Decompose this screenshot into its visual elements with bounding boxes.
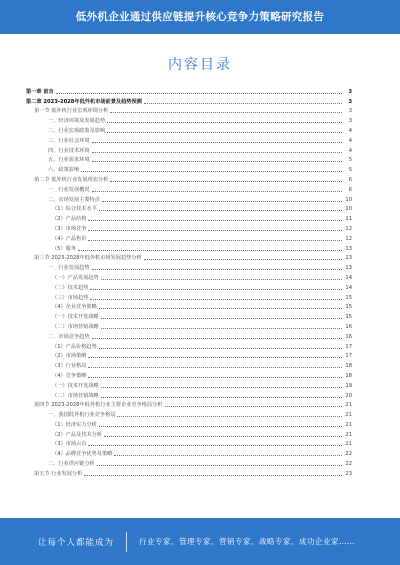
- toc-entry[interactable]: [26, 86, 352, 96]
- toc-entry[interactable]: [26, 390, 352, 400]
- toc-entry[interactable]: [26, 272, 352, 282]
- toc-leader-dots: [92, 161, 342, 162]
- toc-entry-page: 3: [348, 98, 352, 105]
- toc-leader-dots: [117, 416, 342, 417]
- toc-entry[interactable]: [26, 439, 352, 449]
- toc-entry-page: 5: [348, 157, 352, 164]
- toc-entry-label: 二、市场竞争趋势: [48, 333, 90, 340]
- toc-entry-page: 21: [345, 402, 352, 409]
- toc-entry-label: （一）技术开发战略: [52, 314, 99, 321]
- toc-entry-label: 一、经济环境及发展趋势: [48, 118, 106, 125]
- toc-entry-page: 21: [345, 421, 352, 428]
- toc-entry[interactable]: [26, 96, 352, 106]
- toc-leader-dots: [88, 367, 342, 368]
- toc-entry[interactable]: [26, 331, 352, 341]
- toc-entry-label: 第四节 2023-2028年低外机行业主要企业竞争格局分析: [34, 402, 163, 409]
- toc-entry-label: 第二节 低外机行业发展现状分析: [34, 176, 109, 183]
- toc-entry[interactable]: [26, 253, 352, 263]
- toc-leader-dots: [92, 152, 342, 153]
- toc-entry[interactable]: [26, 145, 352, 155]
- toc-leader-dots: [144, 103, 342, 104]
- toc-entry-label: （3）行业格局: [52, 363, 87, 370]
- toc-entry-page: 13: [345, 265, 352, 272]
- toc-entry[interactable]: [26, 106, 352, 116]
- toc-entry-label: 二、市场发展主要特点: [48, 196, 100, 203]
- toc-entry-label: （4）品牌竞争优势及策略: [52, 451, 113, 458]
- toc-entry-label: （2）市场策略: [52, 353, 87, 360]
- toc-entry-label: （4）产品售价: [52, 235, 87, 242]
- toc-leader-dots: [102, 201, 342, 202]
- toc-leader-dots: [101, 318, 342, 319]
- toc-leader-dots: [107, 132, 342, 133]
- toc-entry-label: （2）产品结构: [52, 216, 87, 223]
- toc-entry-page: 3: [348, 108, 352, 115]
- footer-slogan: 让每个人都能成为: [38, 537, 115, 548]
- toc-entry[interactable]: [26, 400, 352, 410]
- table-of-contents: [26, 86, 352, 498]
- toc-entry-page: 17: [345, 343, 352, 350]
- toc-leader-dots: [101, 397, 342, 398]
- toc-entry-label: 二、行业宏观政策及影响: [48, 127, 106, 134]
- toc-leader-dots: [92, 338, 342, 339]
- toc-leader-dots: [104, 436, 342, 437]
- toc-leader-dots: [165, 406, 343, 407]
- toc-entry-label: （3）市场竞争: [52, 225, 87, 232]
- toc-leader-dots: [101, 279, 342, 280]
- toc-leader-dots: [90, 299, 342, 300]
- toc-entry[interactable]: [26, 282, 352, 292]
- toc-leader-dots: [97, 465, 342, 466]
- toc-leader-dots: [78, 250, 342, 251]
- toc-entry-label: 一、行业发展概况: [48, 186, 90, 193]
- toc-entry[interactable]: [26, 341, 352, 351]
- toc-entry-label: 第三节 2023-2028年低外机市场发展趋势分析: [34, 255, 142, 262]
- toc-leader-dots: [99, 308, 342, 309]
- toc-entry-page: 14: [345, 274, 352, 281]
- toc-entry[interactable]: [26, 302, 352, 312]
- toc-leader-dots: [110, 181, 342, 182]
- toc-heading: 内容目录: [168, 57, 232, 73]
- toc-entry-label: （二）市场营销战略: [52, 323, 99, 330]
- toc-leader-dots: [88, 357, 342, 358]
- toc-leader-dots: [101, 328, 342, 329]
- toc-leader-dots: [99, 210, 342, 211]
- toc-entry-page: 12: [345, 225, 352, 232]
- toc-leader-dots: [144, 259, 342, 260]
- toc-leader-dots: [81, 171, 342, 172]
- toc-entry-label: 二、行业供应链分析: [48, 461, 95, 468]
- toc-leader-dots: [88, 220, 342, 221]
- toc-entry-label: 四、行业技术环境: [48, 147, 90, 154]
- toc-entry-label: 三、行业社会环境: [48, 137, 90, 144]
- toc-leader-dots: [88, 445, 342, 446]
- toc-entry[interactable]: [26, 351, 352, 361]
- toc-entry[interactable]: [26, 184, 352, 194]
- toc-leader-dots: [88, 240, 342, 241]
- toc-entry[interactable]: [26, 370, 352, 380]
- toc-entry[interactable]: [26, 311, 352, 321]
- toc-entry[interactable]: [26, 419, 352, 429]
- toc-entry-page: 4: [348, 147, 352, 154]
- toc-entry-page: 13: [345, 255, 352, 262]
- toc-entry-label: 六、政策影响: [48, 167, 80, 174]
- toc-entry-label: （三）市场趋势: [52, 294, 89, 301]
- toc-leader-dots: [110, 112, 342, 113]
- toc-leader-dots: [56, 93, 342, 94]
- toc-entry-page: 11: [345, 216, 352, 223]
- footer-divider: [126, 532, 127, 552]
- toc-entry-label: （4）企业竞争策略: [52, 304, 97, 311]
- toc-entry[interactable]: [26, 243, 352, 253]
- report-title: 低外机企业通过供应链提升核心竞争力策略研究报告: [75, 11, 325, 23]
- toc-entry-label: 第五节 行业发展分析: [34, 470, 83, 477]
- toc-leader-dots: [88, 377, 342, 378]
- toc-entry-page: 15: [345, 294, 352, 301]
- toc-entry-label: （3）市场占有: [52, 441, 87, 448]
- toc-entry-page: 22: [345, 461, 352, 468]
- toc-entry[interactable]: [26, 223, 352, 233]
- toc-leader-dots: [84, 475, 342, 476]
- toc-entry[interactable]: [26, 164, 352, 174]
- footer-tagline: 行业专家、管理专家、营销专家、战略专家、成功企业家……: [139, 537, 356, 546]
- toc-entry[interactable]: [26, 468, 352, 478]
- footer-banner: [0, 518, 400, 565]
- toc-entry[interactable]: [26, 233, 352, 243]
- toc-leader-dots: [92, 269, 342, 270]
- toc-entry-page: 13: [345, 245, 352, 252]
- toc-entry-page: 20: [345, 392, 352, 399]
- toc-entry-label: （1）产品价格趋势: [52, 343, 97, 350]
- toc-entry[interactable]: [26, 204, 352, 214]
- toc-entry[interactable]: [26, 125, 352, 135]
- toc-entry-label: 第二章 2023-2028年低外机市场前景及趋势预测: [26, 98, 142, 105]
- toc-entry-page: 3: [348, 88, 352, 95]
- toc-entry-page: 21: [345, 431, 352, 438]
- toc-entry-page: 23: [345, 470, 352, 477]
- toc-entry-page: 15: [345, 304, 352, 311]
- toc-entry-label: （二）技术趋势: [52, 284, 89, 291]
- toc-entry-page: 21: [345, 441, 352, 448]
- toc-entry-label: （1）综合技术水平: [52, 206, 97, 213]
- toc-entry-label: （5）服务: [52, 245, 77, 252]
- toc-entry-page: 10: [345, 206, 352, 213]
- toc-entry-page: 6: [348, 176, 352, 183]
- toc-entry[interactable]: [26, 194, 352, 204]
- toc-entry[interactable]: [26, 380, 352, 390]
- toc-leader-dots: [99, 348, 342, 349]
- toc-entry-label: 一、行业发展趋势: [48, 265, 90, 272]
- toc-entry-label: （二）市场营销战略: [52, 392, 99, 399]
- toc-entry-page: 22: [345, 451, 352, 458]
- toc-entry[interactable]: [26, 360, 352, 370]
- toc-leader-dots: [92, 191, 342, 192]
- toc-entry[interactable]: [26, 262, 352, 272]
- toc-entry[interactable]: [26, 458, 352, 468]
- toc-leader-dots: [107, 122, 342, 123]
- toc-entry-page: 10: [345, 196, 352, 203]
- toc-entry[interactable]: [26, 292, 352, 302]
- toc-entry-page: 18: [345, 372, 352, 379]
- toc-entry-label: （一）产品发展趋势: [52, 274, 99, 281]
- toc-entry[interactable]: [26, 429, 352, 439]
- toc-leader-dots: [90, 289, 342, 290]
- toc-entry[interactable]: [26, 135, 352, 145]
- toc-entry-page: 16: [345, 323, 352, 330]
- toc-entry[interactable]: [26, 174, 352, 184]
- toc-entry-page: 4: [348, 137, 352, 144]
- toc-entry-label: 第一章 前言: [26, 88, 54, 95]
- toc-entry-page: 15: [345, 314, 352, 321]
- toc-leader-dots: [99, 426, 342, 427]
- toc-leader-dots: [114, 455, 342, 456]
- toc-entry-page: 14: [345, 284, 352, 291]
- toc-entry-page: 16: [345, 333, 352, 340]
- report-header-banner: [0, 0, 400, 34]
- toc-entry[interactable]: [26, 321, 352, 331]
- toc-entry-label: 第一节 低外机行业宏观环境分析: [34, 108, 109, 115]
- toc-leader-dots: [92, 142, 342, 143]
- toc-entry[interactable]: [26, 115, 352, 125]
- toc-entry-page: 3: [348, 118, 352, 125]
- toc-entry-page: 4: [348, 127, 352, 134]
- toc-entry-page: 12: [345, 235, 352, 242]
- toc-entry[interactable]: [26, 213, 352, 223]
- toc-entry-label: 一、我国低外机行业竞争格局: [48, 412, 116, 419]
- toc-entry-page: 18: [345, 363, 352, 370]
- toc-entry-page: 19: [345, 382, 352, 389]
- toc-entry-label: 五、行业需求环境: [48, 157, 90, 164]
- toc-entry-page: 5: [348, 167, 352, 174]
- toc-entry-label: （2）产品及技术分析: [52, 431, 102, 438]
- toc-leader-dots: [101, 387, 342, 388]
- toc-entry-label: （1）经济实力分析: [52, 421, 97, 428]
- toc-entry-label: （一）技术开发战略: [52, 382, 99, 389]
- toc-entry-label: （4）竞争策略: [52, 372, 87, 379]
- toc-entry-page: 21: [345, 412, 352, 419]
- toc-leader-dots: [88, 230, 342, 231]
- toc-entry-page: 6: [348, 186, 352, 193]
- toc-entry[interactable]: [26, 155, 352, 165]
- toc-entry-page: 17: [345, 353, 352, 360]
- toc-entry[interactable]: [26, 448, 352, 458]
- toc-entry[interactable]: [26, 409, 352, 419]
